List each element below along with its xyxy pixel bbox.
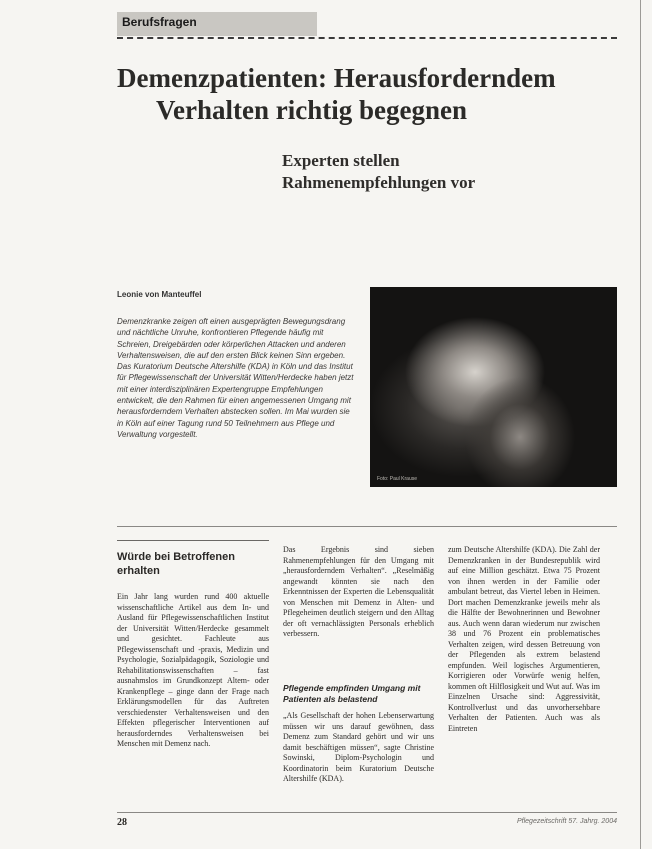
author-byline: Leonie von Manteuffel bbox=[117, 290, 202, 299]
article-title bbox=[117, 62, 617, 126]
section-label: Berufsfragen bbox=[122, 15, 197, 29]
body-column-2: Das Ergebnis sind sieben Rahmenempfehlungen für den Umgang mit „herausforderndem Verhalten“. „Reselmäßig angewandt könnten sie nach den Erkenntnissen der Experten die Lebensqualität von Menschen mit Demenz in Alten- und Pflegeheimen deutlich steigern und den Alltag der oft vernachlässigten Personals erheblich verbessern. bbox=[283, 545, 434, 638]
page-number: 28 bbox=[117, 817, 127, 828]
body-column-3: zum Deutsche Altershilfe (KDA). Die Zahl der Demenzkranken in der Bundesrepublik wird auf eine Million geschätzt. Etwa 75 Prozent von ihnen werden in der Familie oder ambulant betreut, das Viertel leben in Heimen. Dort machen Demenzkranke jeweils mehr als die Hälfte der Bewohnerinnen und Bewohner aus. Auch wenn daran wiederum nur zwischen 38 und 76 Prozent ein problematisches Verhalten zeigen, wird dessen Betreuung von der Pflegenden als extrem belastend empfunden. Weil logisches Argumentieren, Korrigieren oder Vorwürfe wenig helfen, kommen oft Hilflosigkeit und Wut auf. Was im Einzelnen Ursache sind: Aggressivität, Kontrollverlust und das unvorhersehbare Verhalten der Patienten. Auch was als Eintreten bbox=[448, 545, 600, 733]
article-subtitle bbox=[282, 150, 475, 194]
article-title-line1: Demenzpatienten: Herausforderndem bbox=[117, 63, 556, 93]
intro-paragraph: Demenzkranke zeigen oft einen ausgeprägten Bewegungsdrang und nächtliche Unruhe, konfrontieren Pflegende häufig mit Schreien, Dreigebärden oder körperlichen Attacken und anderen Verhaltensweisen, die auf den ersten Blick keinen Sinn ergeben. Das Kuratorium Deutsche Altershilfe (KDA) in Köln und das Institut für Pflegewissenschaft der Universität Witten/Herdecke haben jetzt mit einer interdisziplinären Expertengruppe Empfehlungen entwickelt, die den Rahmen für einen angemessenen Umgang mit herausforderndem Verhalten abstecken sollen. Im Mai wurden sie in Köln auf einer Tagung rund 50 Teilnehmern aus Pflege und Verwaltung vorgestellt. bbox=[117, 317, 354, 439]
header-rule bbox=[117, 37, 617, 39]
column-2-subheading: Pflegende empfinden Umgang mit Patienten als belastend bbox=[283, 683, 421, 704]
portrait-photo bbox=[370, 287, 617, 487]
page-margin-line bbox=[640, 0, 641, 849]
section-heading: Würde bei Betroffenen erhalten bbox=[117, 551, 235, 577]
section-divider bbox=[117, 526, 617, 527]
footer-rule bbox=[117, 812, 617, 813]
subheading-rule bbox=[117, 540, 269, 541]
article-title-line2: Verhalten richtig begegnen bbox=[156, 95, 467, 125]
issue-info: Pflegezeitschrift 57. Jahrg. 2004 bbox=[516, 818, 617, 825]
body-column-1: Ein Jahr lang wurden rund 400 aktuelle wissenschaftliche Artikel aus dem In- und Ausland für Pflegewissenschaftlichen Institut der Universität Witten/Herdecke gesammelt und gesichtet. Fachleute aus Pflegewissenschaft und -praxis, Medizin und Psychologie, Sozialpädagogik, Soziologie und Rehabilitationswissenschaften – fast ausnahmslos im Grundkonzept Altem- oder Krankenpflege – ginge dann der Frage nach Erklärungsmodellen für das Auftreten verschiedenster Verhaltensweisen und den Effekten pflegerischer Interventionen auf herausforderndes Verhaltensweisen bei Menschen mit Demenz nach. bbox=[117, 592, 269, 748]
photo-credit: Foto: Paul Krause bbox=[377, 476, 418, 482]
body-column-2-continued: „Als Gesellschaft der hohen Lebenserwartung müssen wir uns darauf gewöhnen, dass Demenz zum Standard gehört und wir uns damit beschäftigen müssen“, sagte Christine Sowinski, Diplom-Psychologin und Koordinatorin beim Kuratorium Deutsche Altershilfe (KDA). bbox=[283, 711, 434, 783]
article-subtitle-line2: Rahmenempfehlungen vor bbox=[282, 173, 476, 192]
article-subtitle-line1: Experten stellen bbox=[282, 151, 400, 170]
